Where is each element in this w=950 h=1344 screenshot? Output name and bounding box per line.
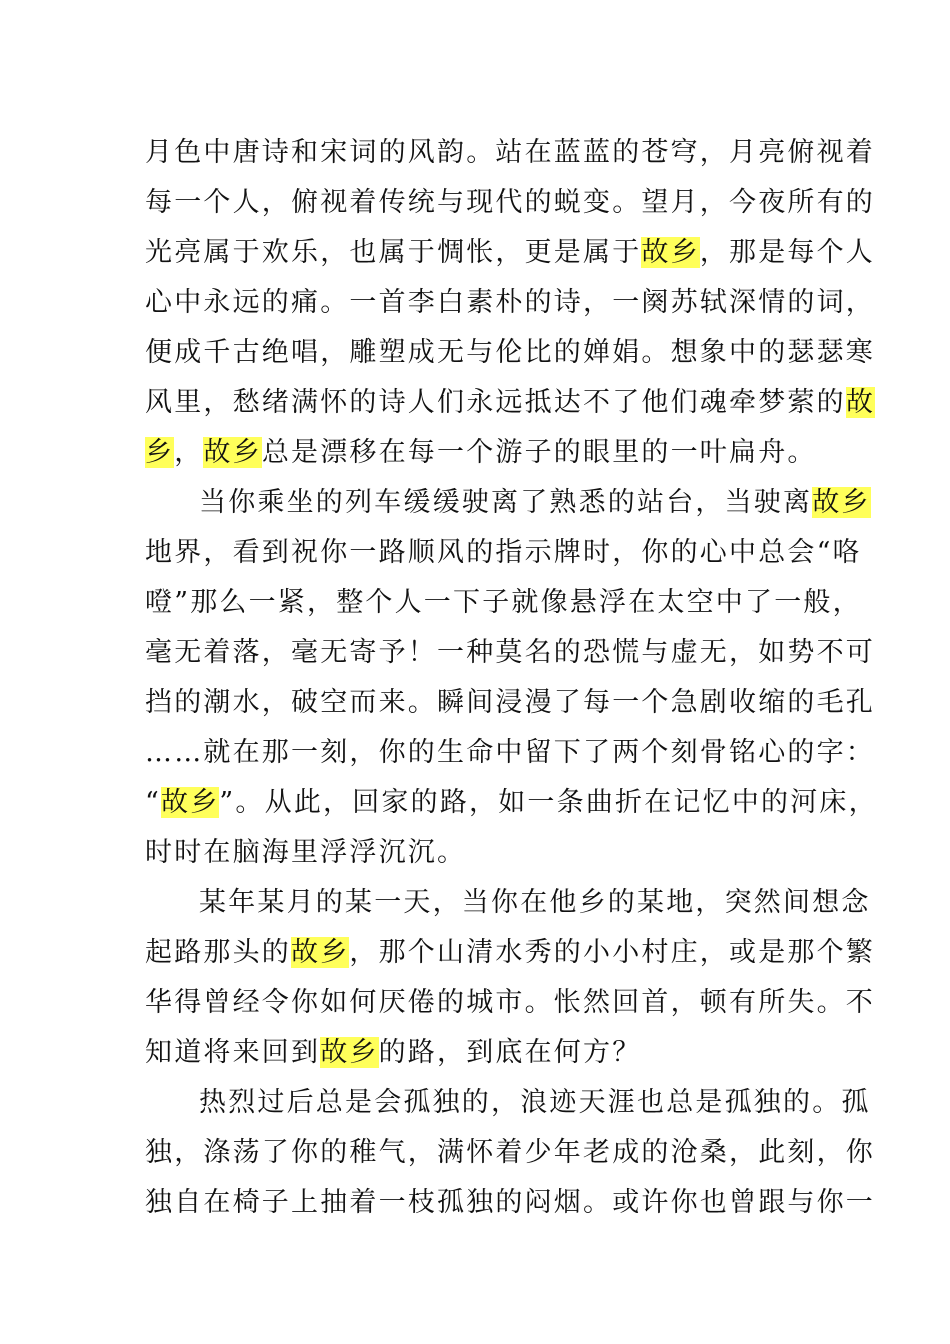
text-segment: 每一个人，俯视着传统与现代的蜕变。望月，今夜所有的 bbox=[145, 187, 875, 218]
text-segment: “ bbox=[145, 787, 162, 818]
text-segment: ，那是每个人 bbox=[699, 237, 876, 268]
text-segment: ”。从此，回家的路，如一条曲折在记忆中的河床， bbox=[219, 787, 878, 818]
text-segment: 知道将来回到 bbox=[145, 1037, 321, 1068]
text-line bbox=[145, 928, 876, 978]
text-line bbox=[145, 728, 875, 778]
text-line bbox=[145, 478, 871, 528]
document-body-text bbox=[145, 128, 878, 1228]
text-line bbox=[145, 1178, 875, 1228]
text-segment: 总是漂移在每一个游子的眼里的一叶扁舟。 bbox=[261, 437, 817, 468]
highlighted-term: 故 bbox=[845, 387, 876, 418]
text-segment: 时时在脑海里浮浮沉沉。 bbox=[145, 837, 467, 868]
text-line bbox=[145, 1078, 871, 1128]
highlighted-term: 故乡 bbox=[641, 237, 700, 268]
text-line bbox=[145, 678, 875, 728]
text-line bbox=[145, 828, 825, 878]
text-line bbox=[145, 128, 875, 178]
text-segment: ，那个山清水秀的小小村庄，或是那个繁 bbox=[349, 937, 876, 968]
text-line bbox=[145, 778, 878, 828]
text-segment: 挡的潮水，破空而来。瞬间浸漫了每一个急剧收缩的毛孔 bbox=[145, 687, 875, 718]
text-line bbox=[145, 378, 876, 428]
text-segment: 心中永远的痛。一首李白素朴的诗，一阕苏轼深情的词， bbox=[145, 287, 875, 318]
text-line bbox=[145, 278, 875, 328]
text-line bbox=[145, 1028, 825, 1078]
text-segment: 热烈过后总是会孤独的，浪迹天涯也总是孤独的。孤 bbox=[199, 1087, 871, 1118]
text-segment: 毫无着落，毫无寄予！一种莫名的恐慌与虚无，如势不可 bbox=[145, 637, 875, 668]
text-line bbox=[145, 878, 871, 928]
text-segment: 便成千古绝唱，雕塑成无与伦比的婵娟。想象中的瑟瑟寒 bbox=[145, 337, 875, 368]
text-line bbox=[145, 178, 875, 228]
text-line bbox=[145, 628, 875, 678]
text-line bbox=[145, 528, 862, 578]
text-segment: 地界，看到祝你一路顺风的指示牌时，你的心中总会“咯 bbox=[145, 537, 862, 568]
highlighted-term: 故乡 bbox=[320, 1037, 379, 1068]
text-segment: 的路，到底在何方？ bbox=[378, 1037, 642, 1068]
text-line bbox=[145, 1128, 875, 1178]
text-segment: 光亮属于欢乐，也属于惆怅，更是属于 bbox=[145, 237, 642, 268]
text-segment: ， bbox=[174, 437, 204, 468]
text-segment: 独自在椅子上抽着一枝孤独的闷烟。或许你也曾跟与你一 bbox=[145, 1187, 875, 1218]
text-segment: ……就在那一刻，你的生命中留下了两个刻骨铭心的字： bbox=[145, 737, 875, 768]
text-segment: 起路那头的 bbox=[145, 937, 291, 968]
text-segment: 风里，愁绪满怀的诗人们永远抵达不了他们魂牵梦萦的 bbox=[145, 387, 846, 418]
text-segment: 噔”那么一紧，整个人一下子就像悬浮在太空中了一般， bbox=[145, 587, 862, 618]
text-segment: 当你乘坐的列车缓缓驶离了熟悉的站台，当驶离 bbox=[199, 487, 813, 518]
text-line bbox=[145, 978, 875, 1028]
text-line bbox=[145, 328, 875, 378]
text-segment: 某年某月的某一天，当你在他乡的某地，突然间想念 bbox=[199, 887, 871, 918]
text-segment: 独，涤荡了你的稚气，满怀着少年老成的沧桑，此刻，你 bbox=[145, 1137, 875, 1168]
text-line bbox=[145, 578, 862, 628]
highlighted-term: 乡 bbox=[145, 437, 175, 468]
text-segment: 月色中唐诗和宋词的风韵。站在蓝蓝的苍穹，月亮俯视着 bbox=[145, 137, 875, 168]
text-line bbox=[145, 228, 876, 278]
highlighted-term: 故乡 bbox=[291, 937, 350, 968]
highlighted-term: 故乡 bbox=[812, 487, 871, 518]
highlighted-term: 故乡 bbox=[161, 787, 220, 818]
text-line bbox=[145, 428, 825, 478]
text-segment: 华得曾经令你如何厌倦的城市。怅然回首，顿有所失。不 bbox=[145, 987, 875, 1018]
highlighted-term: 故乡 bbox=[203, 437, 262, 468]
